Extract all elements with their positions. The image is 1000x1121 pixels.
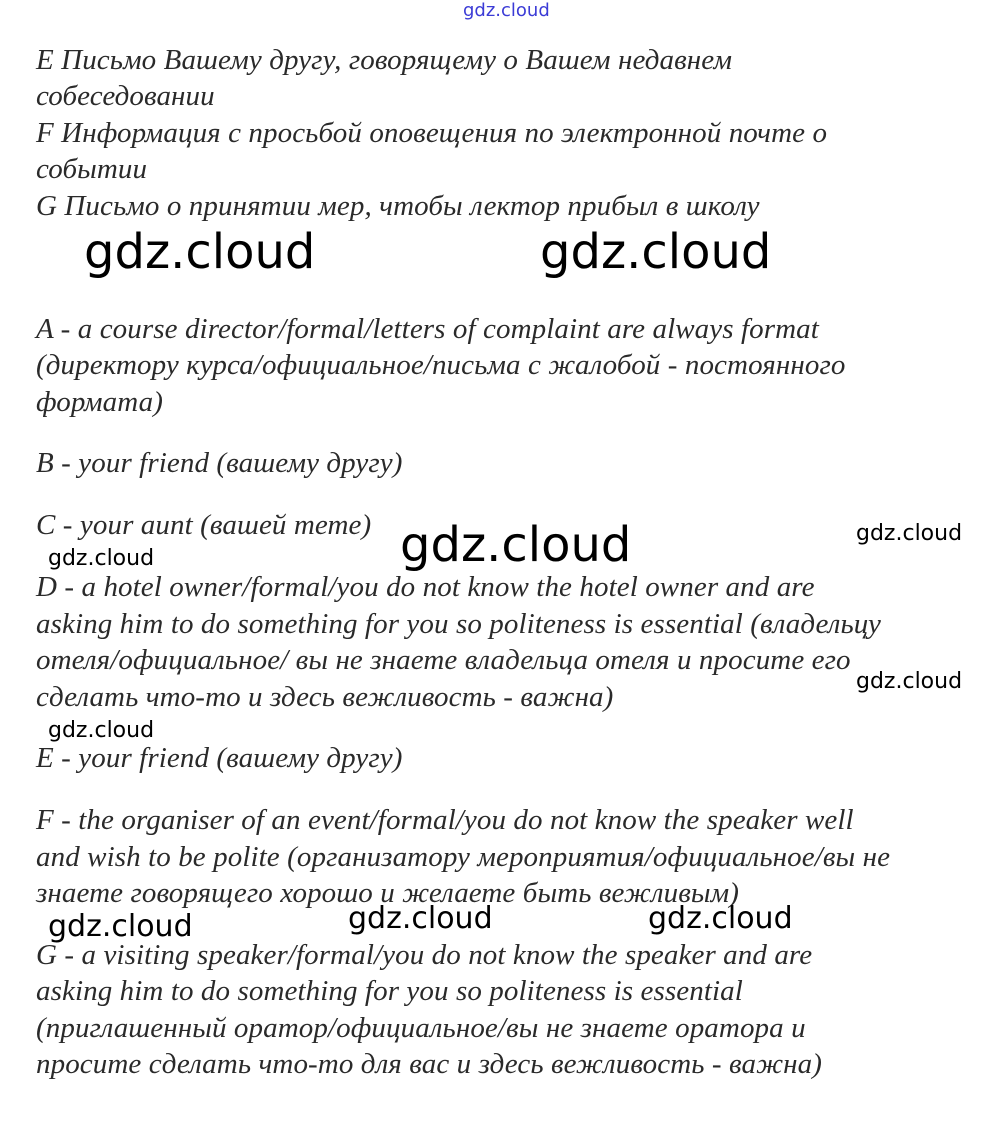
watermark: gdz.cloud — [648, 901, 793, 936]
answer-d-line-2: asking him to do something for you so politeness is essential (владельцу — [36, 608, 881, 640]
watermark: gdz.cloud — [856, 669, 963, 694]
watermark: gdz.cloud — [540, 224, 772, 280]
watermark: gdz.cloud — [400, 517, 632, 573]
answer-g-line-4: просите сделать что-то для вас и здесь вежливость - важна) — [36, 1048, 823, 1080]
text-line-g1: G Письмо о принятии мер, чтобы лектор прибыл в школу — [36, 190, 760, 222]
watermark: gdz.cloud — [856, 521, 963, 546]
watermark: gdz.cloud — [48, 909, 193, 944]
watermark: gdz.cloud — [48, 718, 155, 743]
answer-f-line-2: and wish to be polite (организатору мероприятия/официальное/вы не — [36, 841, 891, 873]
answer-a-line-2: (директору курса/официальное/письма с жалобой - постоянного — [36, 349, 846, 381]
answer-b: B - your friend (вашему другу) — [36, 447, 403, 479]
watermark-top: gdz.cloud — [463, 0, 550, 21]
answer-f-line-3: знаете говорящего хорошо и желаете быть вежливым) — [36, 877, 740, 909]
answer-f-line-1: F - the organiser of an event/formal/you do not know the speaker well — [36, 804, 854, 836]
answer-d-line-1: D - a hotel owner/formal/you do not know the hotel owner and are — [36, 571, 815, 603]
answer-d-line-4: сделать что-то и здесь вежливость - важна) — [36, 681, 614, 713]
text-line-f2: событии — [36, 153, 148, 185]
text-line-e1: E Письмо Вашему другу, говорящему о Вашем недавнем — [36, 44, 733, 76]
text-line-f1: F Информация с просьбой оповещения по электронной почте о — [36, 117, 828, 149]
watermark: gdz.cloud — [348, 901, 493, 936]
answer-g-line-1: G - a visiting speaker/formal/you do not know the speaker and are — [36, 939, 813, 971]
answer-g-line-2: asking him to do something for you so politeness is essential — [36, 975, 743, 1007]
text-line-e2: собеседовании — [36, 80, 215, 112]
answer-g-line-3: (приглашенный оратор/официальное/вы не знаете оратора и — [36, 1012, 806, 1044]
watermark: gdz.cloud — [48, 546, 155, 571]
answer-a-line-1: A - a course director/formal/letters of complaint are always format — [36, 313, 819, 345]
answer-c: C - your aunt (вашей тете) — [36, 509, 372, 541]
answer-e: E - your friend (вашему другу) — [36, 742, 403, 774]
answer-a-line-3: формата) — [36, 386, 164, 418]
watermark: gdz.cloud — [84, 224, 316, 280]
answer-d-line-3: отеля/официальное/ вы не знаете владельца отеля и просите его — [36, 644, 851, 676]
